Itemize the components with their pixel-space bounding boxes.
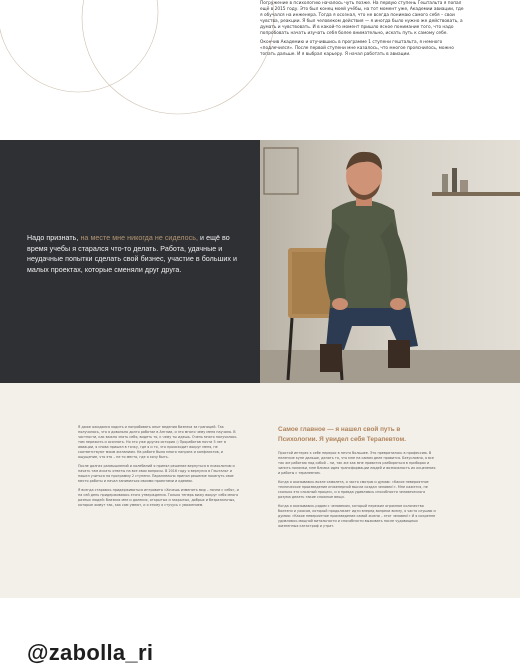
quote-part-1: Надо признать, [27, 234, 81, 242]
story-section [0, 383, 520, 598]
quote-part-2: и ещё во время учебы я старался что-то делать. Работа, удачные и неудачные попытки сделать свой бизнес, участие в больших и малых проектах, которые сменяли друг друга. [27, 234, 237, 274]
story-paragraph: Когда я оказываюсь возле самолета, я часто смотрю и думаю: «Какое невероятное техническое произведение инженерной мысли создал человек!». Мне кажется, не сколько это сложный процесс, и я правда удивляюсь способности человеческого разума делать такие сложные вещи. [278, 480, 429, 500]
story-left-column [78, 425, 241, 512]
social-handle-link[interactable]: @zabolla_ri [27, 640, 154, 665]
decorative-circles [0, 0, 260, 140]
intro-section [0, 0, 520, 140]
portrait-photo [260, 140, 520, 383]
intro-paragraph: Окончив Академию и отучившись в программе 1 ступени гештальта, я немного «подлечился». После первой ступени мне казалось, что многое прояснилось, можно топать дальше. И я выбрал карьеру. Я начал работать в авиации. [260, 40, 454, 57]
portrait-illustration [260, 140, 520, 383]
social-section [0, 598, 520, 665]
story-heading: Самое главное — я нашел свой путь в Психологии. Я увидел себя Терапевтом. [278, 426, 407, 443]
story-paragraph: Я всегда стараюсь придерживаться интровита «Хочешь изменить мир – начни с себя», и на сей день придерживаюсь этого утверждения. Только теперь вижу вокруг себя много разных людей: близких мне и далеких, открытых и закрытых, добрых и безразличных, которые живут так, как сам умеют, и я этому я стучусь с уважением. [78, 488, 239, 507]
story-paragraph: После долгих размышлений и колебаний я принял решение вернуться в психологию и начать там искать ответы на все свои вопросы. В 2016 году я вернулся в Гештальт и пошел учиться на программу 2 ступени. Параллельно принял решение покинуть свое место работы и начал заниматься своими проектами и идеями. [78, 464, 235, 483]
intro-paragraph: Погружение в психологию началось чуть позже. На первую ступень Гештальта я попал ещё в 2015 году. Это был конец моей учёбы, на тот момент уже, Академии авиации, где я обучался на инженера. Тогда я осознал, что не всегда понимаю самого себя – свои чувства, реакции. Я был человеком действия — я иногда было нужно же действовать, а думать и чувствовать. И в какой-то момент пришло ясное понимание того, что надо попробовать начать изучать себя более внимательно, искать путь к самому себе. [260, 1, 464, 36]
quote-section [0, 140, 520, 383]
story-paragraph: Когда я оказываюсь рядом с человеком, который пережил огромное количество болезни и ужасов, который продолжает идти вперед вопреки всему, я часто слушаю и думаю: «Какое невероятное произведение самой жизни – этот человек!» И я искренне удивляюсь мощной витальности и способности выживать после чудовищных жизненных катастроф и утрат. [278, 504, 436, 529]
story-paragraph: Я даже ожидался ходить и попробовать опыт ведения бизнеса за границей. Так получилось, что я довольно долго работал в Англии, и это много чему меня научило. В частности, как важно знать себя, видеть то, к чему ты идешь. Очень много получилось там пережить и осознать. Но это уже другая история :) Проработав почти 5 лет в авиации, я снова пришел в точку, где я и то, что происходит вокруг меня, не соответствуют моим желаниям. На работе было много напряга и конфликтов, и ощущение, что это – не то место, где я хочу быть. [78, 425, 237, 459]
quote-text [27, 233, 242, 275]
quote-accent: на месте мне никогда не сиделось, [80, 234, 199, 242]
quote-panel [0, 140, 260, 383]
intro-text [260, 1, 465, 61]
story-right-column [278, 425, 438, 533]
story-paragraph: Простой интерес к себе перерос в нечто большее. Это превратилось в профессию. В нелегкие купе дальше, делать то, что мне на самом деле нравится. Безусловно, я все так же работаю над собой – ни, так же как мне нравится разбираться в приборах и чинить поломки, мне близка идея трансформации людей и возможность их исцеления и работы с терапевтом. [278, 451, 436, 476]
